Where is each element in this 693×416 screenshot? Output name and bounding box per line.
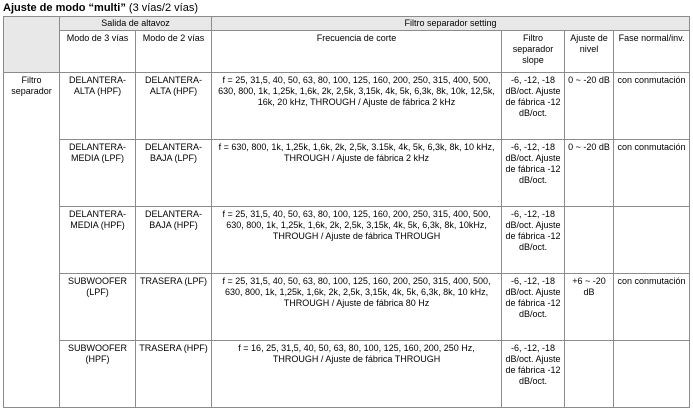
header-row-1 [4, 17, 690, 31]
cell-modo2: TRASERA (LPF) [136, 274, 212, 341]
table-row [4, 274, 690, 341]
cell-slope: -6, -12, -18 dB/oct. Ajuste de fábrica -12 dB/oct. [502, 341, 565, 408]
cell-frecuencia: f = 25, 31,5, 40, 50, 63, 80, 100, 125, 160, 200, 250, 315, 400, 500, 630, 800, 1k, 1,25k, 1,6k, 2k, 2,5k, 3,15k, 4k, 5k, 6,3k, 8k, 10 kHz, THROUGH / Ajuste de fábrica 80 Hz [212, 274, 502, 341]
header-modo2: Modo de 2 vías [136, 31, 212, 73]
cell-frecuencia: f = 25, 31,5, 40, 50, 63, 80, 100, 125, 160, 200, 250, 315, 400, 500, 630, 800, 1k, 1,25k, 1,6k, 2k, 2,5k, 3,15k, 4k, 5k, 6,3k, 8k, 10kHz, THROUGH / Ajuste de fábrica THROUGH [212, 207, 502, 274]
row-label-filtro: Filtro separador [4, 73, 60, 408]
cell-modo2: DELANTERA-BAJA (HPF) [136, 207, 212, 274]
cell-modo3: DELANTERA-MEDIA (HPF) [60, 207, 136, 274]
cell-frecuencia: f = 630, 800, 1k, 1,25k, 1,6k, 2k, 2,5k, 3.15k, 4k, 5k, 6,3k, 8k, 10 kHz, THROUGH / Ajuste de fábrica 2 kHz [212, 140, 502, 207]
header-row-2 [4, 31, 690, 73]
cell-fase: con conmutación [614, 73, 690, 140]
title-rest: (3 vías/2 vías) [125, 2, 198, 14]
header-salida: Salida de altavoz [60, 17, 212, 31]
table-row [4, 341, 690, 408]
cell-modo3: DELANTERA-ALTA (HPF) [60, 73, 136, 140]
header-slope: Filtro separador slope [502, 31, 565, 73]
table-row [4, 73, 690, 140]
table-row [4, 207, 690, 274]
cell-nivel: +6 ~ -20 dB [565, 274, 614, 341]
cell-modo2: DELANTERA-ALTA (HPF) [136, 73, 212, 140]
crossover-settings-table [3, 16, 690, 408]
cell-slope: -6, -12, -18 dB/oct. Ajuste de fábrica -12 dB/oct. [502, 207, 565, 274]
table-row [4, 140, 690, 207]
cell-modo3: SUBWOOFER (HPF) [60, 341, 136, 408]
cell-fase: con conmutación [614, 274, 690, 341]
cell-modo3: SUBWOOFER (LPF) [60, 274, 136, 341]
header-frecuencia: Frecuencia de corte [212, 31, 502, 73]
cell-frecuencia: f = 16, 25, 31,5, 40, 50, 63, 80, 100, 125, 160, 200, 250 Hz, THROUGH / Ajuste de fábrica THROUGH [212, 341, 502, 408]
cell-modo2: TRASERA (HPF) [136, 341, 212, 408]
cell-frecuencia: f = 25, 31,5, 40, 50, 63, 80, 100, 125, 160, 200, 250, 315, 400, 500, 630, 800, 1k, 1,25k, 1,6k, 2k, 2,5k, 3,15k, 4k, 5k, 6,3k, 8k, 10k, 12,5k, 16k, 20 kHz, THROUGH / Ajuste de fábrica 2 kHz [212, 73, 502, 140]
cell-nivel [565, 341, 614, 408]
title-bold: Ajuste de modo “multi” [3, 2, 126, 14]
cell-nivel: 0 ~ -20 dB [565, 140, 614, 207]
cell-slope: -6, -12, -18 dB/oct. Ajuste de fábrica -12 dB/oct. [502, 140, 565, 207]
cell-fase: con conmutación [614, 140, 690, 207]
header-modo3: Modo de 3 vías [60, 31, 136, 73]
header-filtro-setting: Filtro separador setting [212, 17, 690, 31]
cell-nivel: 0 ~ -20 dB [565, 73, 614, 140]
cell-fase [614, 341, 690, 408]
cell-modo2: DELANTERA-BAJA (LPF) [136, 140, 212, 207]
corner-cell [4, 17, 60, 73]
cell-fase [614, 207, 690, 274]
cell-nivel [565, 207, 614, 274]
cell-slope: -6, -12, -18 dB/oct. Ajuste de fábrica -12 dB/oct. [502, 274, 565, 341]
cell-modo3: DELANTERA-MEDIA (LPF) [60, 140, 136, 207]
cell-slope: -6, -12, -18 dB/oct. Ajuste de fábrica -12 dB/oct. [502, 73, 565, 140]
header-nivel: Ajuste de nivel [565, 31, 614, 73]
header-fase: Fase normal/inv. [614, 31, 690, 73]
document-title [3, 1, 198, 15]
